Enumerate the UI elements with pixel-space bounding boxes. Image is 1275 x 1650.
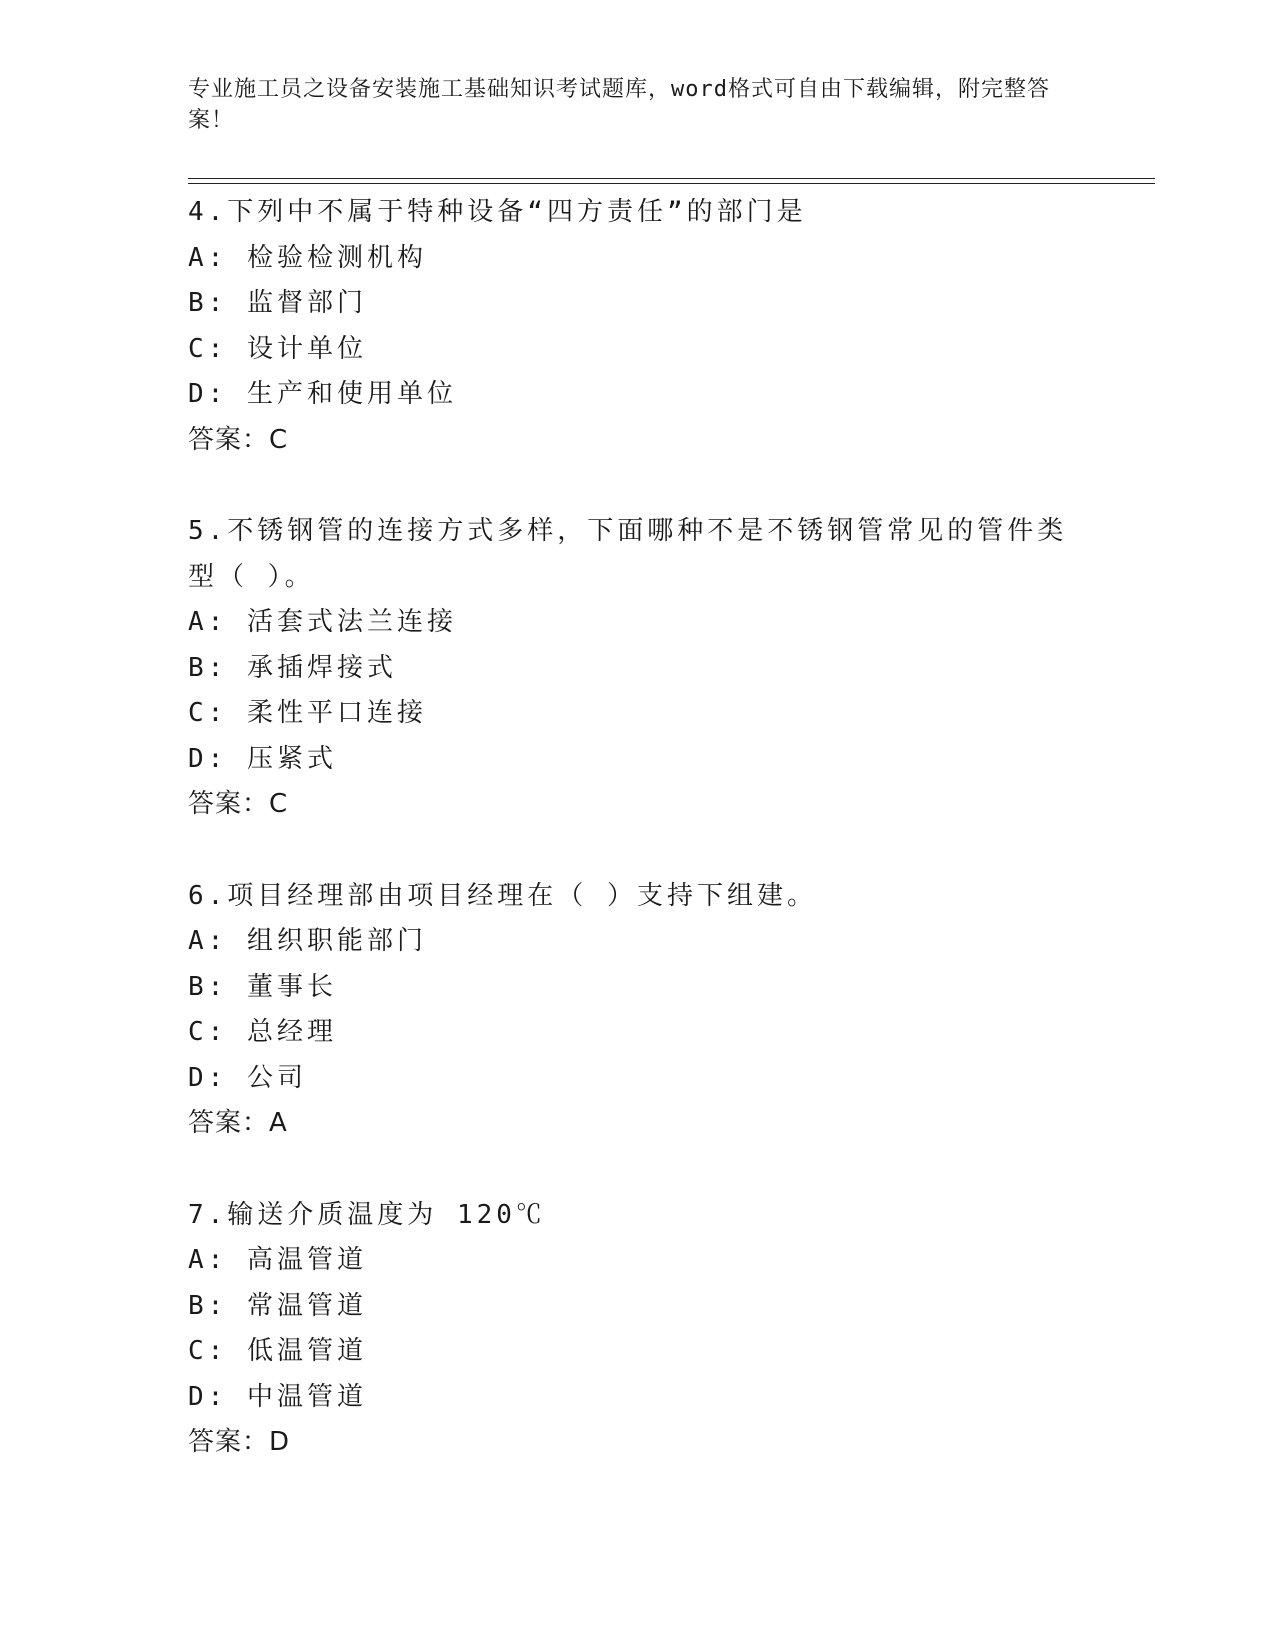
question-7 xyxy=(188,1193,1088,1466)
answer-label: 答案：D xyxy=(188,1427,291,1457)
option-c: C: 设计单位 xyxy=(188,333,367,364)
question-4 xyxy=(188,190,1088,463)
question-list xyxy=(188,190,1088,1512)
option-d: D: 中温管道 xyxy=(188,1381,367,1412)
question-6 xyxy=(188,874,1088,1147)
question-text: 7.输送介质温度为 120℃ xyxy=(188,1199,546,1230)
option-c: C: 总经理 xyxy=(188,1017,337,1047)
option-b: B: 常温管道 xyxy=(188,1290,367,1321)
answer-label: 答案：C xyxy=(188,789,289,819)
option-b: B: 承插焊接式 xyxy=(188,652,397,683)
option-a: A: 检验检测机构 xyxy=(188,242,427,273)
option-d: D: 公司 xyxy=(188,1062,307,1093)
option-b: B: 董事长 xyxy=(188,971,337,1002)
option-d: D: 生产和使用单位 xyxy=(188,379,457,409)
option-a: A: 活套式法兰连接 xyxy=(188,607,457,637)
question-text: 4.下列中不属于特种设备“四方责任”的部门是 xyxy=(188,197,807,227)
document-intro: 专业施工员之设备安装施工基础知识考试题库，word格式可自由下载编辑，附完整答案！ xyxy=(188,77,1050,133)
question-text: 6.项目经理部由项目经理在（ ）支持下组建。 xyxy=(188,880,817,911)
option-a: A: 高温管道 xyxy=(188,1245,367,1275)
header-divider-bottom xyxy=(188,183,1155,184)
question-text: 5.不锈钢管的连接方式多样，下面哪种不是不锈钢管常见的管件类型（ ）。 xyxy=(188,516,1068,592)
option-a: A: 组织职能部门 xyxy=(188,926,427,956)
option-c: C: 柔性平口连接 xyxy=(188,698,427,728)
option-d: D: 压紧式 xyxy=(188,743,337,774)
header-divider-top xyxy=(188,178,1155,179)
option-c: C: 低温管道 xyxy=(188,1336,367,1366)
option-b: B: 监督部门 xyxy=(188,288,367,318)
question-5 xyxy=(188,509,1088,828)
answer-label: 答案：C xyxy=(188,424,289,455)
answer-label: 答案：A xyxy=(188,1108,288,1138)
